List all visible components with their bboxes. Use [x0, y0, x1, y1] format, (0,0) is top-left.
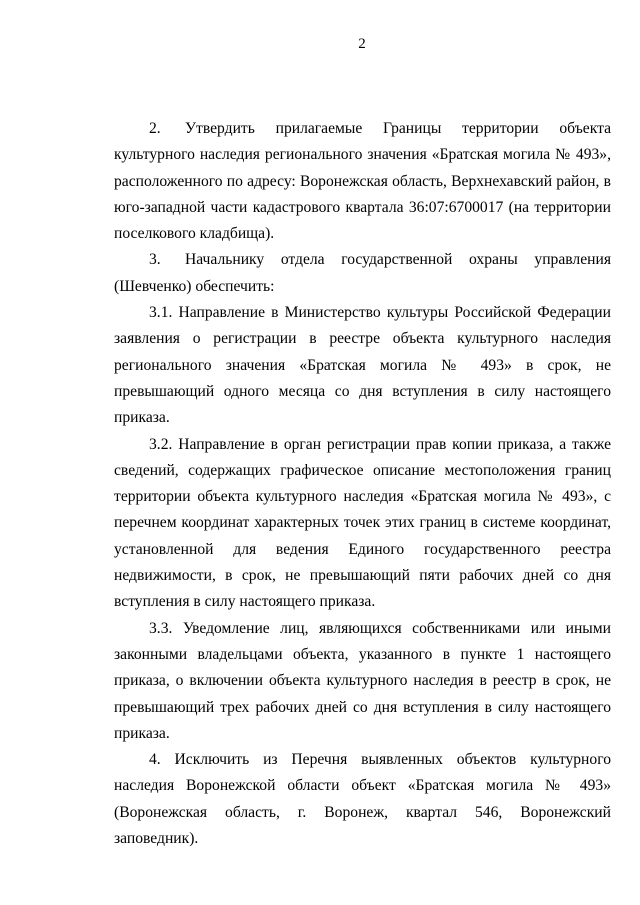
paragraph-text: Утвердить прилагаемые Границы территории объекта культурного наследия регионального значения «Братская могила № 493», расположенного по адресу: Воронежская область, Верхнехавский район, в юго-западной части кадастрового квартала 36:07:6700017 (на территории поселкового кладбища). [114, 120, 611, 243]
paragraph-text: Начальнику отдела государственной охраны управления (Шевченко) обеспечить: [114, 251, 611, 295]
paragraph-3-1 [114, 300, 611, 431]
paragraph-3 [114, 247, 611, 300]
paragraph-2 [114, 116, 611, 247]
paragraph-3-2 [114, 432, 611, 616]
paragraph-4 [114, 747, 611, 852]
document-body [114, 116, 611, 852]
paragraph-number: 2. [149, 120, 161, 137]
paragraph-text: 4. Исключить из Перечня выявленных объектов культурного наследия Воронежской области объект «Братская могила № 493» (Воронежская область, г. Воронеж, квартал 546, Воронежский заповедник). [114, 751, 611, 848]
paragraph-text: 3.1. Направление в Министерство культуры Российской Федерации заявления о регистрации в реестре объекта культурного наследия регионального значения «Братская могила № 493» в срок, не превышающий одного месяца со дня вступления в силу настоящего приказа. [114, 304, 611, 427]
paragraph-text: 3.2. Направление в орган регистрации прав копии приказа, а также сведений, содержащих графическое описание местоположения границ территории объекта культурного наследия «Братская могила № 493», с перечнем координат характерных точек этих границ в системе координат, установленной для ведения Единого государственного реестра недвижимости, в срок, не превышающий пяти рабочих дней со дня вступления в силу настоящего приказа. [114, 435, 611, 611]
paragraph-text: 3.3. Уведомление лиц, являющихся собственниками или иными законными владельцами объекта, указанного в пункте 1 настоящего приказа, о включении объекта культурного наследия в реестр в срок, не превышающий трех рабочих дней со дня вступления в силу настоящего приказа. [114, 619, 611, 742]
page-number: 2 [358, 36, 366, 52]
paragraph-number: 3. [149, 251, 161, 269]
paragraph-3-3 [114, 616, 611, 747]
